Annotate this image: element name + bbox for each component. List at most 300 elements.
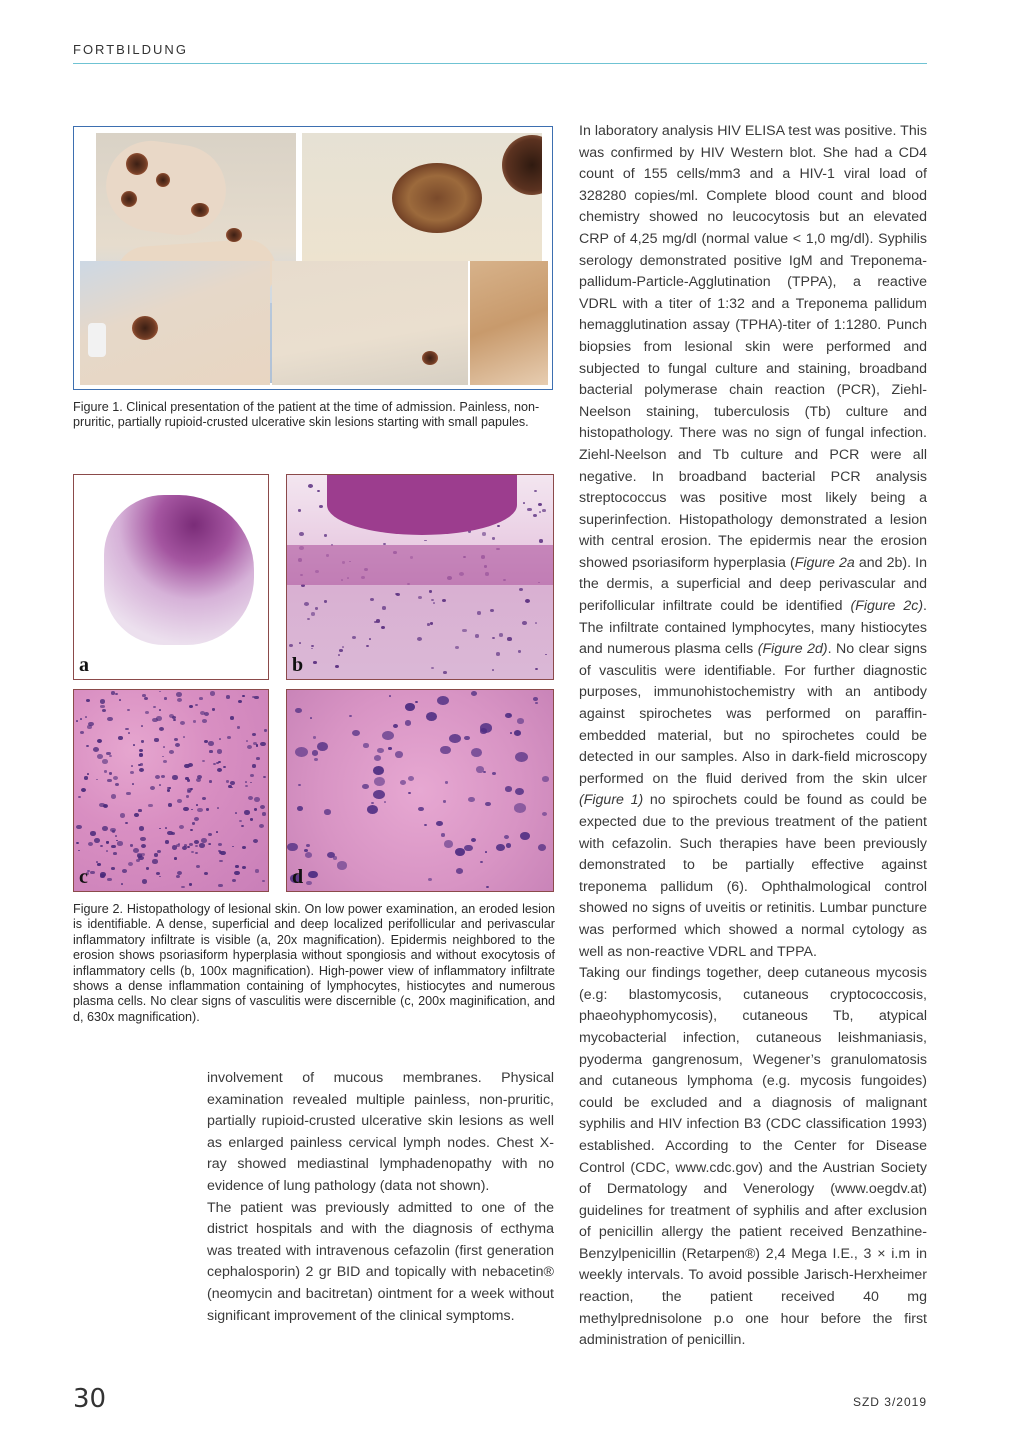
cell-nucleus bbox=[485, 851, 487, 853]
cell-nucleus bbox=[139, 768, 144, 772]
cell-nucleus bbox=[164, 697, 167, 699]
cell-nucleus bbox=[366, 645, 369, 648]
cell-nucleus bbox=[182, 846, 188, 850]
cell-nucleus bbox=[241, 825, 244, 827]
photo-scalp bbox=[470, 261, 548, 385]
cell-nucleus bbox=[139, 826, 145, 830]
cell-nucleus bbox=[127, 709, 130, 712]
cell-nucleus bbox=[517, 718, 524, 723]
cell-nucleus bbox=[146, 867, 149, 870]
cell-nucleus bbox=[250, 818, 254, 821]
cell-nucleus bbox=[415, 701, 418, 703]
cell-nucleus bbox=[169, 750, 174, 754]
cell-nucleus bbox=[429, 590, 432, 592]
cell-nucleus bbox=[154, 738, 158, 741]
cell-nucleus bbox=[196, 804, 199, 806]
cell-nucleus bbox=[250, 774, 255, 778]
cell-nucleus bbox=[115, 783, 119, 786]
cell-nucleus bbox=[142, 879, 147, 883]
cell-nucleus bbox=[393, 724, 398, 728]
cell-nucleus bbox=[210, 691, 216, 695]
cell-nucleus bbox=[253, 742, 257, 745]
cell-nucleus bbox=[180, 721, 185, 725]
cell-nucleus bbox=[177, 698, 182, 702]
cell-nucleus bbox=[130, 844, 133, 847]
cell-nucleus bbox=[297, 806, 303, 811]
cell-nucleus bbox=[113, 776, 118, 780]
cell-nucleus bbox=[90, 871, 95, 875]
cell-nucleus bbox=[141, 725, 144, 727]
cell-nucleus bbox=[307, 618, 310, 620]
cell-nucleus bbox=[492, 669, 494, 671]
cell-nucleus bbox=[230, 781, 235, 785]
cell-nucleus bbox=[80, 731, 84, 734]
cell-nucleus bbox=[235, 812, 238, 814]
cell-nucleus bbox=[208, 833, 213, 837]
cell-nucleus bbox=[217, 807, 220, 809]
cell-nucleus bbox=[195, 852, 198, 854]
cell-nucleus bbox=[510, 732, 512, 734]
cell-nucleus bbox=[424, 824, 427, 826]
cell-nucleus bbox=[128, 732, 130, 734]
cell-nucleus bbox=[104, 770, 107, 772]
cell-nucleus bbox=[245, 785, 248, 787]
cell-nucleus bbox=[319, 505, 323, 508]
cell-nucleus bbox=[245, 781, 247, 783]
cell-nucleus bbox=[352, 730, 360, 736]
cell-nucleus bbox=[417, 637, 422, 641]
cell-nucleus bbox=[159, 709, 162, 711]
cell-nucleus bbox=[138, 809, 141, 812]
cell-nucleus bbox=[445, 781, 448, 783]
cell-nucleus bbox=[514, 803, 526, 813]
cell-nucleus bbox=[141, 844, 146, 848]
cell-nucleus bbox=[388, 747, 391, 750]
photo-ulcer-closeup bbox=[302, 133, 542, 261]
cell-nucleus bbox=[342, 646, 344, 648]
cell-nucleus bbox=[133, 744, 135, 746]
cell-nucleus bbox=[186, 795, 189, 798]
cell-nucleus bbox=[315, 607, 319, 610]
cell-nucleus bbox=[505, 713, 512, 719]
cell-nucleus bbox=[462, 629, 467, 633]
cell-nucleus bbox=[542, 812, 547, 816]
left-column-text bbox=[207, 1068, 554, 1327]
cell-nucleus bbox=[227, 736, 231, 739]
cell-nucleus bbox=[485, 802, 491, 807]
cell-nucleus bbox=[106, 841, 108, 843]
cell-nucleus bbox=[159, 691, 161, 693]
figure-1-caption: Figure 1. Clinical presentation of the patient at the time of admission. Painless, non-pruritic, partially rupioid-crusted ulcerative skin lesions starting with small papules. bbox=[73, 400, 540, 429]
cell-nucleus bbox=[191, 809, 193, 811]
cell-nucleus bbox=[196, 865, 200, 869]
cell-nucleus bbox=[377, 748, 384, 754]
cell-nucleus bbox=[96, 779, 98, 781]
cell-nucleus bbox=[523, 502, 525, 504]
cell-nucleus bbox=[159, 876, 161, 878]
cell-nucleus bbox=[87, 725, 92, 729]
cell-nucleus bbox=[497, 525, 500, 527]
cell-nucleus bbox=[535, 702, 537, 704]
cell-nucleus bbox=[482, 532, 486, 535]
cell-nucleus bbox=[515, 752, 528, 762]
cell-nucleus bbox=[119, 699, 121, 701]
cell-nucleus bbox=[106, 850, 108, 852]
cell-nucleus bbox=[480, 728, 487, 733]
histology-panel-a bbox=[73, 474, 269, 680]
cell-nucleus bbox=[190, 829, 193, 831]
cell-nucleus bbox=[218, 884, 222, 887]
cell-nucleus bbox=[310, 717, 313, 719]
cell-nucleus bbox=[76, 720, 78, 722]
panel-label-a: a bbox=[79, 654, 89, 676]
cell-nucleus bbox=[370, 598, 374, 601]
cell-nucleus bbox=[506, 843, 511, 847]
cell-nucleus bbox=[202, 719, 207, 723]
cell-nucleus bbox=[194, 840, 199, 844]
cell-nucleus bbox=[176, 692, 182, 697]
cell-nucleus bbox=[232, 846, 234, 848]
cell-nucleus bbox=[134, 813, 139, 817]
cell-nucleus bbox=[299, 642, 301, 644]
cell-nucleus bbox=[382, 606, 386, 609]
cell-nucleus bbox=[298, 509, 302, 512]
cell-nucleus bbox=[486, 886, 489, 889]
cell-nucleus bbox=[177, 799, 182, 803]
photo-elbow bbox=[80, 261, 270, 385]
cell-nucleus bbox=[324, 600, 328, 603]
cell-nucleus bbox=[97, 863, 100, 866]
cell-nucleus bbox=[317, 490, 320, 492]
cell-nucleus bbox=[373, 766, 384, 775]
cell-nucleus bbox=[169, 787, 172, 789]
cell-nucleus bbox=[477, 611, 481, 615]
cell-nucleus bbox=[431, 667, 433, 669]
cell-nucleus bbox=[262, 812, 267, 816]
cell-nucleus bbox=[496, 652, 500, 655]
cell-nucleus bbox=[102, 709, 106, 712]
section-header: FORTBILDUNG bbox=[73, 42, 188, 57]
cell-nucleus bbox=[384, 801, 386, 803]
cell-nucleus bbox=[449, 734, 461, 744]
cell-nucleus bbox=[155, 775, 161, 780]
histology-panel-d bbox=[286, 689, 554, 892]
cell-nucleus bbox=[471, 748, 482, 757]
cell-nucleus bbox=[76, 842, 79, 845]
cell-nucleus bbox=[86, 699, 90, 702]
cell-nucleus bbox=[436, 821, 443, 827]
cell-nucleus bbox=[400, 780, 406, 785]
cell-nucleus bbox=[264, 729, 267, 732]
cell-nucleus bbox=[248, 796, 253, 800]
cell-nucleus bbox=[179, 825, 184, 829]
cell-nucleus bbox=[253, 839, 258, 843]
cell-nucleus bbox=[305, 852, 312, 858]
right-column-text bbox=[579, 121, 927, 1352]
cell-nucleus bbox=[311, 645, 314, 647]
cell-nucleus bbox=[437, 696, 449, 706]
cell-nucleus bbox=[159, 727, 164, 731]
page-number: 30 bbox=[73, 1384, 107, 1414]
cell-nucleus bbox=[433, 602, 435, 604]
cell-nucleus bbox=[430, 622, 433, 625]
cell-nucleus bbox=[161, 775, 165, 778]
cell-nucleus bbox=[219, 738, 222, 740]
cell-nucleus bbox=[539, 539, 543, 542]
cell-nucleus bbox=[133, 848, 139, 853]
cell-nucleus bbox=[405, 720, 412, 725]
cell-nucleus bbox=[367, 805, 379, 814]
cell-nucleus bbox=[226, 695, 231, 699]
issue-label: SZD 3/2019 bbox=[852, 1395, 927, 1409]
cell-nucleus bbox=[314, 758, 318, 761]
cell-nucleus bbox=[218, 843, 222, 846]
cell-nucleus bbox=[306, 844, 310, 847]
cell-nucleus bbox=[187, 779, 190, 782]
cell-nucleus bbox=[476, 766, 484, 773]
cell-nucleus bbox=[173, 719, 175, 721]
cell-nucleus bbox=[125, 728, 128, 731]
cell-nucleus bbox=[189, 705, 193, 708]
cell-nucleus bbox=[188, 763, 193, 767]
cell-nucleus bbox=[262, 880, 264, 882]
cell-nucleus bbox=[191, 851, 194, 853]
cell-nucleus bbox=[176, 844, 180, 847]
cell-nucleus bbox=[93, 747, 99, 752]
cell-nucleus bbox=[363, 743, 368, 747]
cell-nucleus bbox=[304, 602, 309, 606]
cell-nucleus bbox=[299, 532, 304, 536]
cell-nucleus bbox=[107, 878, 112, 882]
cell-nucleus bbox=[254, 797, 260, 802]
cell-nucleus bbox=[545, 654, 547, 656]
cell-nucleus bbox=[418, 807, 424, 812]
figure-reference[interactable]: (Figure 1) bbox=[579, 792, 644, 809]
cell-nucleus bbox=[100, 874, 105, 878]
paragraph: Taking our findings together, deep cutaneous mycosis (e.g: blastomycosis, cutaneous cryptococcosis, phaeohyphomycosis), cutaneous Tb, atypical mycobacterial infection, cutaneous leishmaniasis, pyoderma gangrenosum, Wegener’s granulomatosis and cutaneous lymphoma (e.g. mycosis fungoides) could be excluded and a diagnosis of malignant syphilis and HIV infection B3 (CDC classification 1993) established. According to the Center for Disease Control (CDC, www.cdc.gov) and the Austrian Society of Dermatology and Venerology (www.oegdv.at) guidelines for treatment of syphilis and after exclusion of penicillin allergy the patient received Benzathine-Benzylpenicillin (Retarpen®) 2,4 Mega I.E., 3 × i.m in weekly intervals. To avoid possible Jarisch-Herxheimer reaction, the patient received 40 mg methylprednisolone p.o one hour before the first administration of penicillin. bbox=[579, 965, 927, 1349]
cell-nucleus bbox=[507, 637, 511, 641]
cell-nucleus bbox=[230, 716, 235, 720]
figure-2-caption: Figure 2. Histopathology of lesional skin. On low power examination, an eroded lesion is identifiable. A dense, superficial and deep localized perifollicular and perivascular inflammatory infiltrate is visible (a, 20x magnification). Epidermis neighbored to the erosion shows psoriasiform hyperplasia without spongiosis and without exocytosis of inflammatory cells (b, 100x magnification). High-power view of inflammatory infiltrate shows a dense inflammation containing of lymphocytes, histiocytes and numerous plasma cells. No clear signs of vasculitis were discernible (c, 200x maginification, and d, 630x magnification). bbox=[73, 902, 555, 1024]
cell-nucleus bbox=[519, 588, 524, 592]
cell-nucleus bbox=[242, 846, 246, 849]
cell-nucleus bbox=[525, 599, 530, 603]
cell-nucleus bbox=[424, 540, 426, 542]
cell-nucleus bbox=[202, 797, 207, 801]
cell-nucleus bbox=[313, 661, 316, 664]
cell-nucleus bbox=[153, 706, 155, 708]
cell-nucleus bbox=[535, 668, 538, 670]
cell-nucleus bbox=[81, 788, 86, 792]
cell-nucleus bbox=[492, 637, 495, 639]
cell-nucleus bbox=[163, 760, 167, 763]
cell-nucleus bbox=[125, 822, 128, 824]
cell-nucleus bbox=[209, 780, 212, 782]
cell-nucleus bbox=[109, 755, 112, 757]
cell-nucleus bbox=[197, 808, 203, 813]
cell-nucleus bbox=[492, 537, 496, 540]
cell-nucleus bbox=[115, 693, 118, 695]
cell-nucleus bbox=[263, 776, 266, 778]
cell-nucleus bbox=[238, 700, 242, 703]
cell-nucleus bbox=[475, 634, 480, 638]
panel-label-c: c bbox=[79, 866, 88, 888]
cell-nucleus bbox=[311, 648, 313, 650]
cell-nucleus bbox=[204, 872, 208, 875]
cell-nucleus bbox=[128, 862, 133, 866]
figure-reference[interactable]: (Figure 2d) bbox=[757, 641, 828, 658]
cell-nucleus bbox=[120, 813, 125, 817]
cell-nucleus bbox=[455, 646, 459, 649]
cell-nucleus bbox=[139, 753, 143, 757]
cell-nucleus bbox=[206, 808, 209, 811]
cell-nucleus bbox=[535, 622, 537, 624]
cell-nucleus bbox=[533, 514, 537, 517]
cell-nucleus bbox=[490, 609, 494, 612]
cell-nucleus bbox=[254, 808, 257, 810]
cell-nucleus bbox=[218, 850, 221, 852]
cell-nucleus bbox=[126, 792, 131, 796]
cell-nucleus bbox=[163, 746, 165, 748]
cell-nucleus bbox=[111, 794, 116, 798]
figure-reference[interactable]: (Figure 2c) bbox=[850, 598, 924, 615]
cell-nucleus bbox=[260, 742, 265, 746]
cell-nucleus bbox=[542, 509, 546, 512]
cell-nucleus bbox=[426, 712, 437, 721]
paragraph: involvement of mucous membranes. Physical examination revealed multiple painless, non-pruritic, partially rupioid-crusted ulcerative skin lesions as well as enlarged painless cervical lymph nodes. Chest X-ray showed mediastinal lymphadenopathy with no evidence of lung pathology (data not shown). bbox=[207, 1070, 554, 1194]
cell-nucleus bbox=[100, 845, 103, 847]
cell-nucleus bbox=[159, 784, 162, 786]
cell-nucleus bbox=[195, 704, 198, 706]
cell-nucleus bbox=[542, 776, 549, 781]
cell-nucleus bbox=[306, 881, 311, 885]
cell-nucleus bbox=[80, 718, 83, 720]
cell-nucleus bbox=[194, 817, 199, 821]
cell-nucleus bbox=[102, 759, 108, 764]
cell-nucleus bbox=[109, 772, 112, 775]
cell-nucleus bbox=[418, 596, 423, 600]
cell-nucleus bbox=[218, 761, 221, 763]
cell-nucleus bbox=[117, 841, 122, 845]
cell-nucleus bbox=[76, 825, 82, 830]
cell-nucleus bbox=[499, 633, 503, 636]
cell-nucleus bbox=[505, 786, 512, 791]
cell-nucleus bbox=[88, 842, 93, 846]
cell-nucleus bbox=[239, 820, 241, 822]
cell-nucleus bbox=[408, 776, 414, 781]
cell-nucleus bbox=[118, 736, 123, 740]
cell-nucleus bbox=[442, 599, 446, 602]
cell-nucleus bbox=[217, 749, 223, 754]
cell-nucleus bbox=[480, 861, 483, 863]
cell-nucleus bbox=[504, 835, 509, 839]
cell-nucleus bbox=[199, 697, 203, 700]
cell-nucleus bbox=[242, 866, 246, 869]
cell-nucleus bbox=[244, 810, 250, 814]
cell-nucleus bbox=[455, 848, 465, 856]
cell-nucleus bbox=[311, 612, 315, 615]
cell-nucleus bbox=[137, 853, 141, 856]
cell-nucleus bbox=[295, 708, 302, 713]
cell-nucleus bbox=[313, 736, 316, 739]
cell-nucleus bbox=[208, 843, 211, 845]
cell-nucleus bbox=[324, 809, 331, 814]
cell-nucleus bbox=[464, 845, 472, 852]
cell-nucleus bbox=[456, 868, 463, 874]
cell-nucleus bbox=[395, 751, 403, 758]
cell-nucleus bbox=[252, 764, 256, 767]
cell-nucleus bbox=[204, 740, 208, 743]
cell-nucleus bbox=[534, 490, 536, 492]
cell-nucleus bbox=[195, 845, 198, 847]
cell-nucleus bbox=[289, 644, 293, 647]
cell-nucleus bbox=[159, 828, 161, 830]
cell-nucleus bbox=[255, 869, 259, 872]
cell-nucleus bbox=[97, 754, 103, 759]
cell-nucleus bbox=[217, 768, 222, 772]
cell-nucleus bbox=[527, 508, 532, 512]
header-divider bbox=[73, 63, 927, 64]
cell-nucleus bbox=[254, 696, 258, 699]
cell-nucleus bbox=[335, 665, 340, 669]
cell-nucleus bbox=[464, 736, 470, 741]
cell-nucleus bbox=[256, 757, 260, 760]
cell-nucleus bbox=[121, 883, 124, 885]
cell-nucleus bbox=[333, 856, 338, 860]
cell-nucleus bbox=[252, 733, 256, 736]
cell-nucleus bbox=[113, 852, 117, 855]
panel-label-d: d bbox=[292, 866, 304, 888]
cell-nucleus bbox=[373, 790, 384, 799]
cell-nucleus bbox=[177, 871, 182, 875]
cell-nucleus bbox=[150, 786, 155, 790]
cell-nucleus bbox=[183, 807, 189, 812]
cell-nucleus bbox=[520, 832, 530, 840]
cell-nucleus bbox=[492, 772, 497, 776]
cell-nucleus bbox=[471, 691, 477, 696]
cell-nucleus bbox=[369, 638, 371, 640]
cell-nucleus bbox=[154, 853, 159, 857]
cell-nucleus bbox=[140, 837, 145, 841]
cell-nucleus bbox=[216, 831, 219, 833]
cell-nucleus bbox=[174, 738, 178, 741]
cell-nucleus bbox=[87, 773, 89, 775]
cell-nucleus bbox=[209, 750, 212, 753]
cell-nucleus bbox=[374, 621, 376, 623]
cell-nucleus bbox=[287, 843, 297, 851]
cell-nucleus bbox=[242, 695, 244, 697]
cell-nucleus bbox=[308, 484, 313, 488]
cell-nucleus bbox=[431, 599, 434, 602]
figure-reference[interactable]: Figure 2a bbox=[794, 554, 855, 571]
cell-nucleus bbox=[408, 792, 411, 794]
cell-nucleus bbox=[234, 871, 240, 875]
cell-nucleus bbox=[107, 717, 112, 721]
cell-nucleus bbox=[539, 511, 542, 513]
cell-nucleus bbox=[100, 699, 106, 704]
cell-nucleus bbox=[405, 703, 414, 711]
cell-nucleus bbox=[84, 776, 88, 780]
cell-nucleus bbox=[193, 720, 196, 723]
cell-nucleus bbox=[112, 830, 115, 833]
paragraph: In laboratory analysis HIV ELISA test was positive. This was confirmed by HIV Western blot. She had a CD4 count of 155 cells/mm3 and a HIV-1 viral load of 328280 copies/ml. Complete blood count and blood chemistry showed no leucocytosis but an elevated CRP of 4,25 mg/dl (normal value < 1,0 mg/dl). Syphilis serology demonstrated positive IgM and Treponema-pallidum-Particle-Agglutination (TPPA), a reactive VDRL with a titer of 1:32 and a Treponema pallidum hemagglutination assay (TPHA)-titer of 1:1280. Punch biopsies from lesional skin were performed and subjected to fungal culture and staining, broadband bacterial polymerase chain reaction (PCR), Ziehl-Neelson staining, tuberculosis (Tb) culture and histopathology. There was no sign of fungal infection. Ziehl-Neelson and Tb culture and PCR were all negative. In broadband bacterial PCR analysis streptococcus was positive most likely being a superinfection. Histopathology demonstrated a lesion with central erosion. The epidermis near the erosion showed psoriasiform hyperplasia (Figure 2a and 2b). In the dermis, a superficial and deep perivascular and perifollicular infiltrate could be identified (Figure 2c). The infiltrate contained lymphocytes, many histiocytes and numerous plasma cells (Figure 2d). No clear signs of vasculitis were identifiable. For further diagnostic purposes, immunohistochemistry with an antibody against spirochetes was performed on paraffin-embedded material, but no spirochetes could be detected in our samples. Also in dark-field microscopy performed on the fluid derived from the skin ulcer (Figure 1) no spirochets could be found as could be expected due to the previous treatment of the patient with cefazolin. Such therapies have been previously demonstrated to be partially effective against treponema pallidum (6). Ophthalmological control showed no signs of uveitis or retinitis. Lumbar puncture was performed which showed a normal cytology as well as non-reactive VDRL and TPPA. bbox=[579, 123, 928, 960]
cell-nucleus bbox=[538, 844, 546, 851]
cell-nucleus bbox=[259, 824, 264, 828]
cell-nucleus bbox=[468, 797, 475, 802]
cell-nucleus bbox=[100, 705, 104, 708]
cell-nucleus bbox=[142, 694, 146, 697]
cell-nucleus bbox=[317, 742, 328, 751]
